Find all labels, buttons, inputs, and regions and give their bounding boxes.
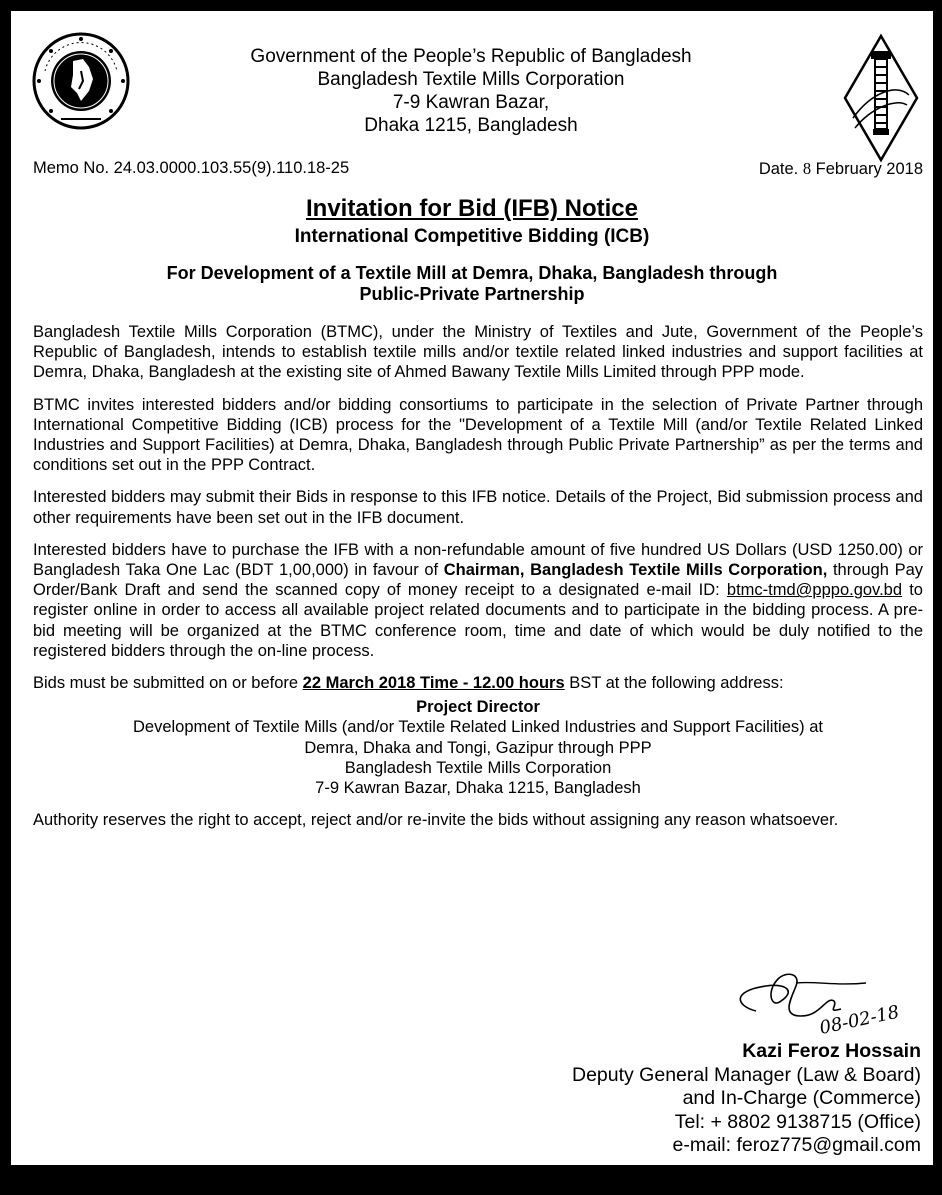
paragraph-submission: Interested bidders may submit their Bids in response to this IFB notice. Details of the Project, Bid submission process and other requirements have been set out in the IFB document.	[33, 488, 923, 527]
paragraph-authority: Authority reserves the right to accept, reject and/or re-invite the bids without assigning any reason whatsoever.	[33, 811, 839, 830]
paragraph-purchase: Interested bidders have to purchase the IFB with a non-refundable amount of five hundred US Dollars (USD 1250.00) or Bangladesh Taka One Lac (BDT 1,00,000) in favour of Chairman, Bangladesh Textile Mills Corporation, through Pay Order/Bank Draft and send the scanned copy of money receipt to a designated e-mail ID: btmc-tmd@pppo.gov.bd to register online in order to access all available project related documents and to participate in the bidding process. A pre-bid meeting will be organized at the BTMC conference room, time and date of which would be duly notified to the registered bidders through the on-line process.	[33, 540, 924, 660]
header-city: Dhaka 1215, Bangladesh	[364, 115, 578, 136]
header-government: Government of the People’s Republic of Bangladesh	[250, 46, 692, 67]
submission-address: Project Director Development of Textile Mills (and/or Textile Related Linked Industries and Support Facilities) at Demra, Dhaka and Tongi, Gazipur through PPP Bangladesh Textile Mills Corporation 7-9 Kawran Bazar, Dhaka 1215, Bangladesh	[33, 697, 923, 798]
header-street: 7-9 Kawran Bazar,	[392, 92, 550, 113]
svg-text:08-02-18: 08-02-18	[817, 1001, 902, 1039]
signatory-email[interactable]: e-mail: feroz775@gmail.com	[672, 1134, 921, 1156]
signature-image	[726, 961, 916, 1041]
signatory-phone: Tel: + 8802 9138715 (Office)	[674, 1110, 921, 1133]
notice-subtitle: International Competitive Bidding (ICB)	[294, 226, 650, 247]
signatory-title-2: and In-Charge (Commerce)	[682, 1087, 921, 1109]
letterhead	[151, 45, 791, 137]
address-head: Project Director	[416, 698, 540, 717]
notice-page	[11, 11, 933, 1165]
deadline: 22 March 2018 Time - 12.00 hours	[302, 674, 565, 693]
notice-title: Invitation for Bid (IFB) Notice	[306, 195, 638, 222]
government-seal-logo	[31, 31, 131, 131]
signatory-title: Deputy General Manager (Law & Board)	[571, 1063, 921, 1086]
paragraph-deadline: Bids must be submitted on or before 22 March 2018 Time - 12.00 hours BST at the following address:	[33, 674, 784, 693]
paragraph-intro: Bangladesh Textile Mills Corporation (BTMC), under the Ministry of Textiles and Jute, Government of the People’s Republic of Bangladesh, intends to establish textile mills and/or textile related linked industries and support facilities at Demra, Dhaka, Bangladesh at the existing site of Ahmed Bawany Textile Mills Limited through PPP mode.	[33, 323, 923, 382]
memo-row	[33, 159, 923, 178]
signatory-name: Kazi Feroz Hossain	[742, 1040, 921, 1062]
memo-number: Memo No. 24.03.0000.103.55(9).110.18-25	[33, 159, 350, 177]
signatory-block	[572, 1040, 921, 1158]
paragraph-invitation: BTMC invites interested bidders and/or bidding consortiums to participate in the selection of Private Partner through International Competitive Bidding (ICB) process for the "Development of a Textile Mill (and/or Textile Related Linked Industries and Support Facilities) at Demra, Dhaka, Bangladesh through Public Private Partnership” as per the terms and conditions set out in the PPP Contract.	[33, 395, 923, 475]
registration-email-link[interactable]: btmc-tmd@pppo.gov.bd	[726, 581, 903, 600]
memo-date: Date. 8 February 2018	[758, 159, 923, 178]
btmc-logo	[841, 33, 921, 163]
notice-purpose: For Development of a Textile Mill at Demra, Dhaka, Bangladesh through Public-Private Partnership	[166, 263, 778, 304]
header-organization: Bangladesh Textile Mills Corporation	[317, 69, 625, 90]
notice-body	[33, 322, 923, 842]
